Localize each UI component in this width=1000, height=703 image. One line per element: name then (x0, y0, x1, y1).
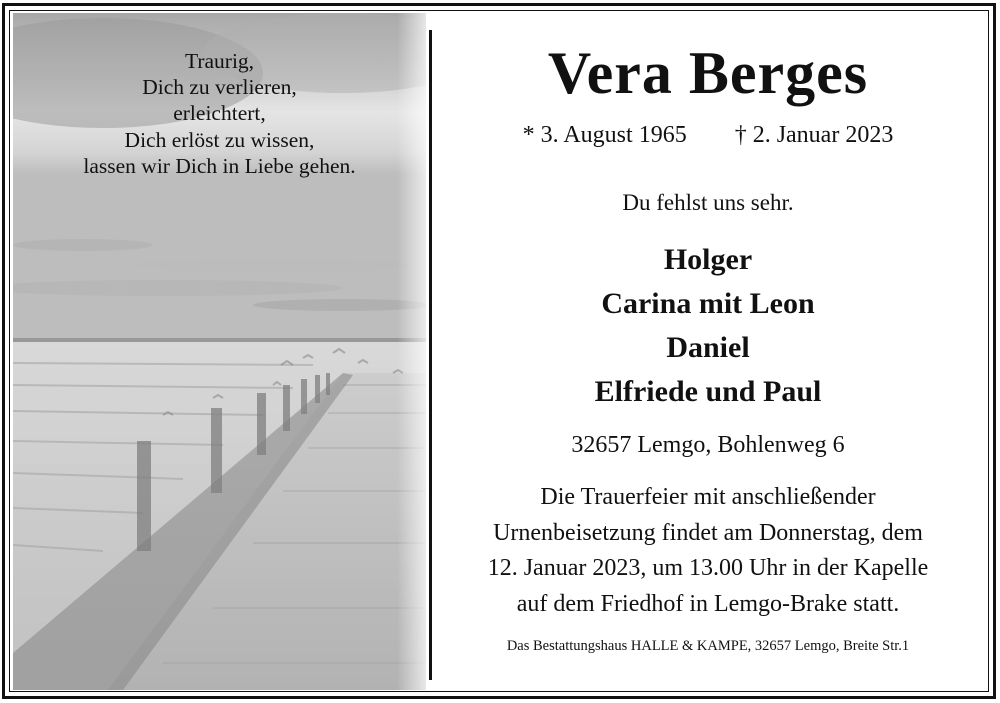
family-address: 32657 Lemgo, Bohlenweg 6 (571, 432, 845, 458)
birth-date: * 3. August 1965 (522, 122, 687, 148)
death-date: † 2. Januar 2023 (734, 122, 894, 148)
family-member: Carina mit Leon (601, 287, 815, 320)
service-line: Die Trauerfeier mit anschließender (540, 484, 876, 510)
poem-line: erleichtert, (173, 101, 266, 126)
family-list (432, 238, 984, 414)
service-line: Urnenbeisetzung findet am Donnerstag, dem (493, 519, 923, 546)
poem-line: lassen wir Dich in Liebe gehen. (83, 153, 356, 178)
deceased-name: Vera Berges (547, 40, 869, 106)
poem-line: Traurig, (184, 49, 255, 73)
service-line: 12. Januar 2023, um 13.00 Uhr in der Kapelle (487, 555, 929, 581)
life-dates (432, 120, 984, 150)
poem-line: Dich zu verlieren, (142, 75, 297, 100)
poem-line: Dich erlöst zu wissen, (124, 127, 315, 152)
family-member: Holger (663, 243, 753, 276)
poem (13, 48, 426, 179)
family-member: Daniel (666, 331, 750, 364)
service-line: auf dem Friedhof in Lemgo-Brake statt. (516, 590, 900, 617)
funeral-home: Das Bestattungshaus HALLE & KAMPE, 32657 Lemgo, Breite Str.1 (506, 638, 910, 654)
family-member: Elfriede und Paul (594, 375, 822, 408)
message: Du fehlst uns sehr. (622, 190, 794, 215)
service-info (432, 480, 984, 622)
